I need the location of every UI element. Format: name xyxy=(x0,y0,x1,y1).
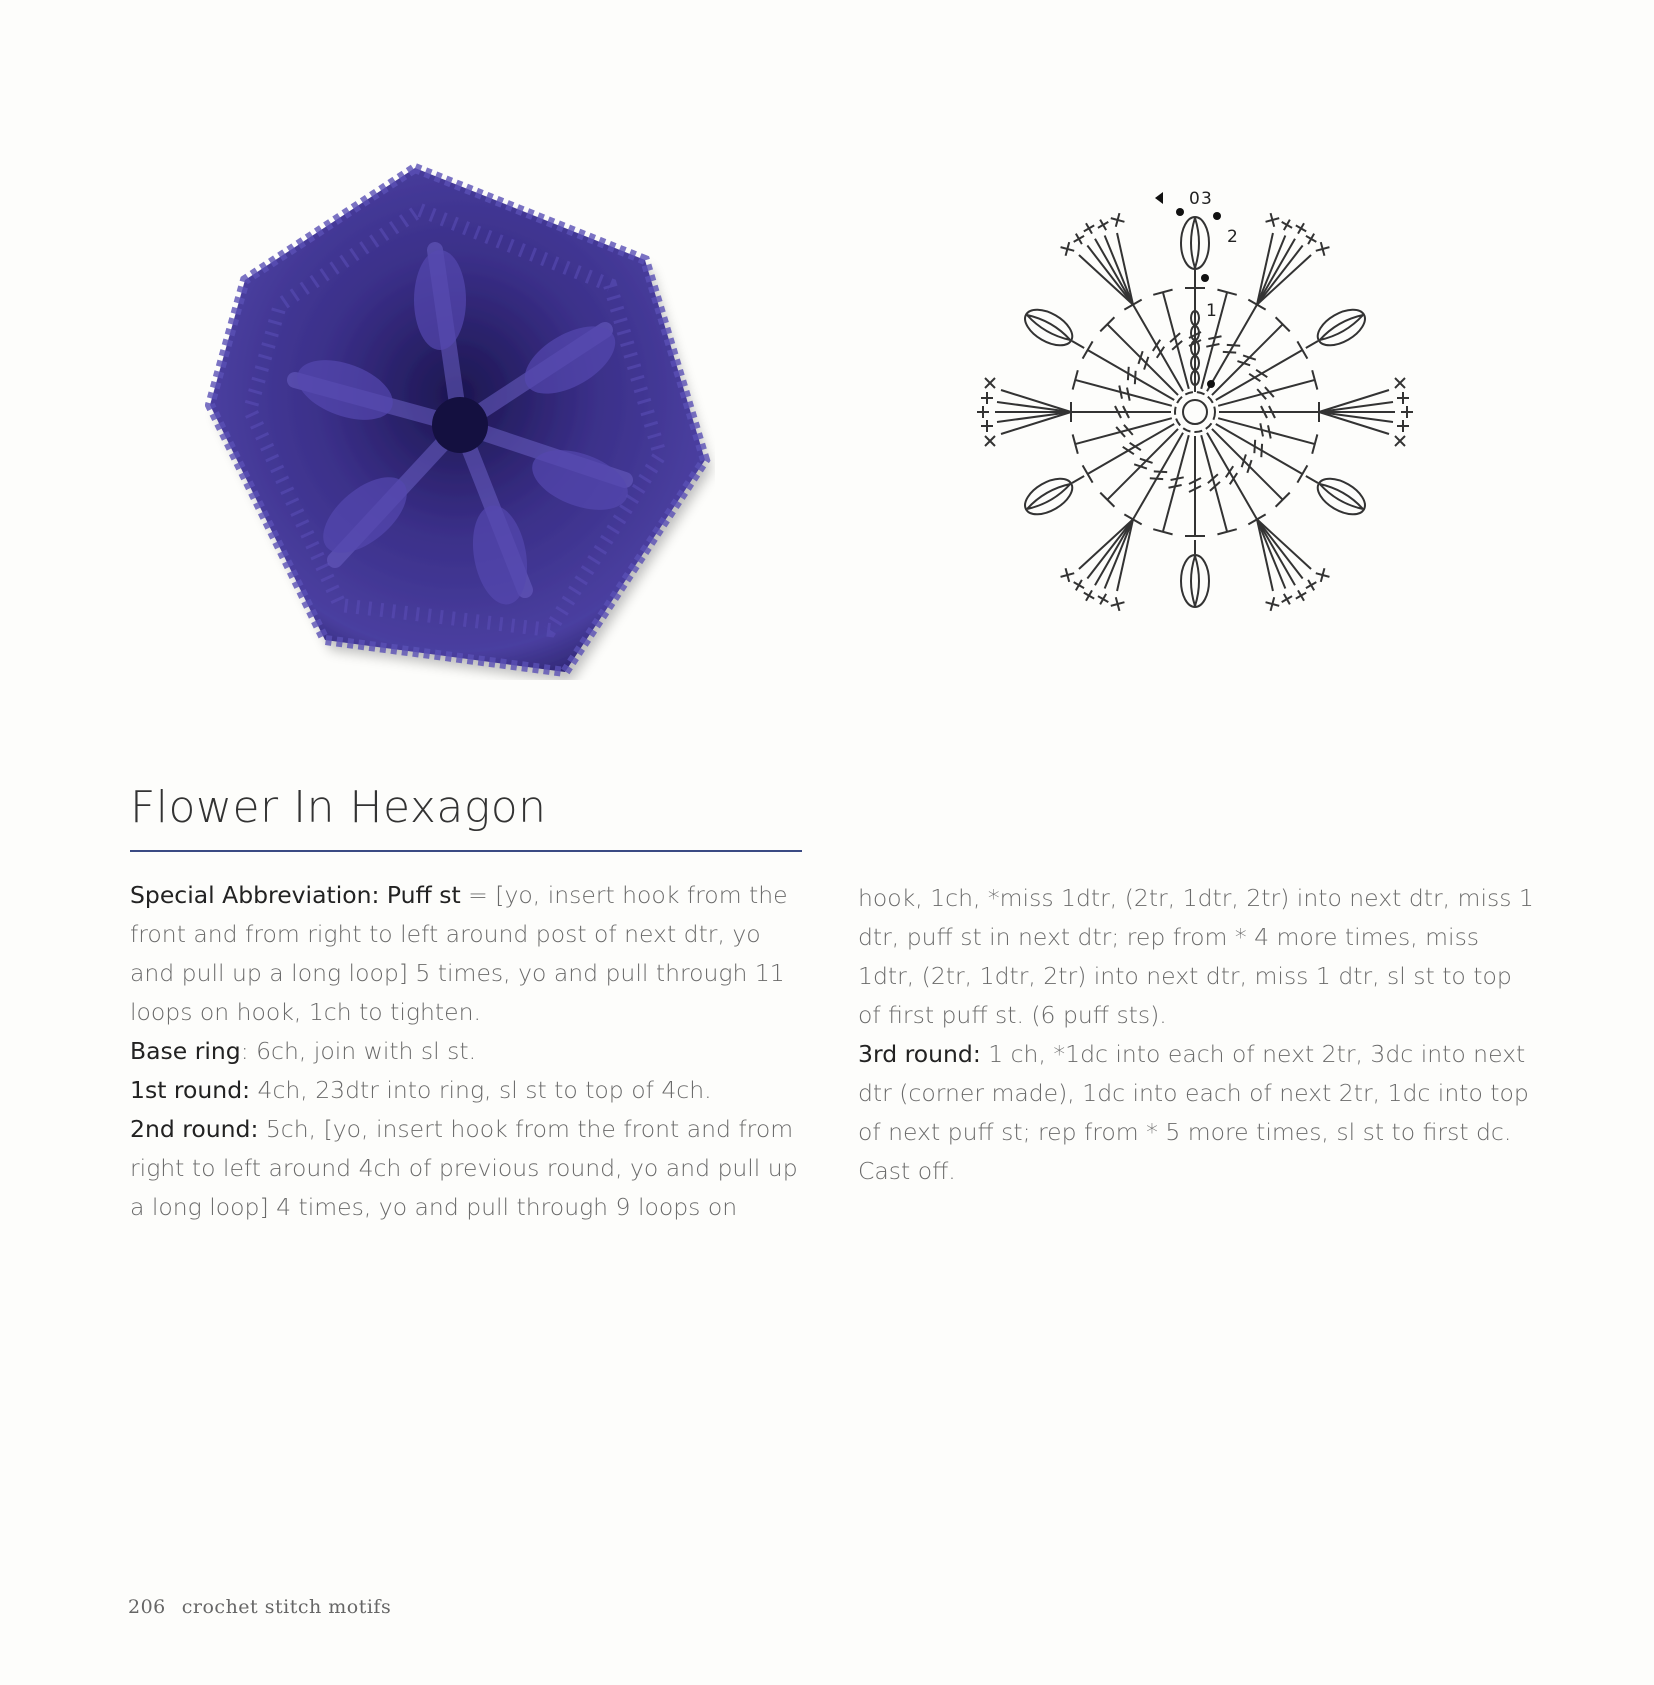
title-rule xyxy=(130,850,802,852)
round-3-instruction xyxy=(858,1035,1538,1191)
instructions-column-left xyxy=(130,876,802,1227)
page-footer xyxy=(128,1596,391,1618)
round-label-2: 2 xyxy=(1227,227,1238,247)
crochet-chart xyxy=(955,188,1435,628)
round-2-instruction xyxy=(130,1110,802,1227)
round-3-label: 3rd round: xyxy=(858,1040,981,1068)
round-1-instruction xyxy=(130,1071,802,1110)
instructions-column-right xyxy=(858,879,1538,1191)
base-ring-instruction xyxy=(130,1032,802,1071)
special-abbreviation-label: Special Abbreviation: Puff st xyxy=(130,881,461,909)
round-2-label: 2nd round: xyxy=(130,1115,259,1143)
page-title: Flower In Hexagon xyxy=(130,782,547,833)
special-abbreviation xyxy=(130,876,802,1032)
page-number: 206 xyxy=(128,1596,166,1618)
round-label-1: 1 xyxy=(1206,301,1217,321)
round-label-3: 3 xyxy=(1201,189,1212,209)
round-label-0: 0 xyxy=(1189,189,1200,209)
motif-photo xyxy=(205,160,715,680)
base-ring-text: : 6ch, join with sl st. xyxy=(240,1037,477,1065)
round-2-continued: hook, 1ch, *miss 1dtr, (2tr, 1dtr, 2tr) into next dtr, miss 1 dtr, puff st in next dtr; rep from * 4 more times, miss 1dtr, (2tr, 1dtr, 2tr) into next dtr, miss 1 dtr, sl st to top of first puff st. (6 puff sts). xyxy=(858,884,1534,1029)
round-1-label: 1st round: xyxy=(130,1076,251,1104)
round-2-text: 5ch, [yo, insert hook from the front and from right to left around 4ch of previous round, yo and pull up a long loop] 4 times, yo and pull through 9 loops on xyxy=(130,1115,798,1221)
base-ring-label: Base ring xyxy=(130,1037,241,1065)
round-3-text: 1 ch, *1dc into each of next 2tr, 3dc into next dtr (corner made), 1dc into each of next 2tr, 1dc into top of next puff st; rep from * 5 more times, sl st to first dc. Cast off. xyxy=(858,1040,1529,1185)
section-name: crochet stitch motifs xyxy=(181,1596,392,1618)
special-abbreviation-text: = [yo, insert hook from the front and from right to left around post of next dtr, yo and pull up a long loop] 5 times, yo and pull through 11 loops on hook, 1ch to tighten. xyxy=(130,881,788,1026)
base-ring xyxy=(1175,392,1215,432)
round-1-text: 4ch, 23dtr into ring, sl st to top of 4ch. xyxy=(250,1076,712,1104)
